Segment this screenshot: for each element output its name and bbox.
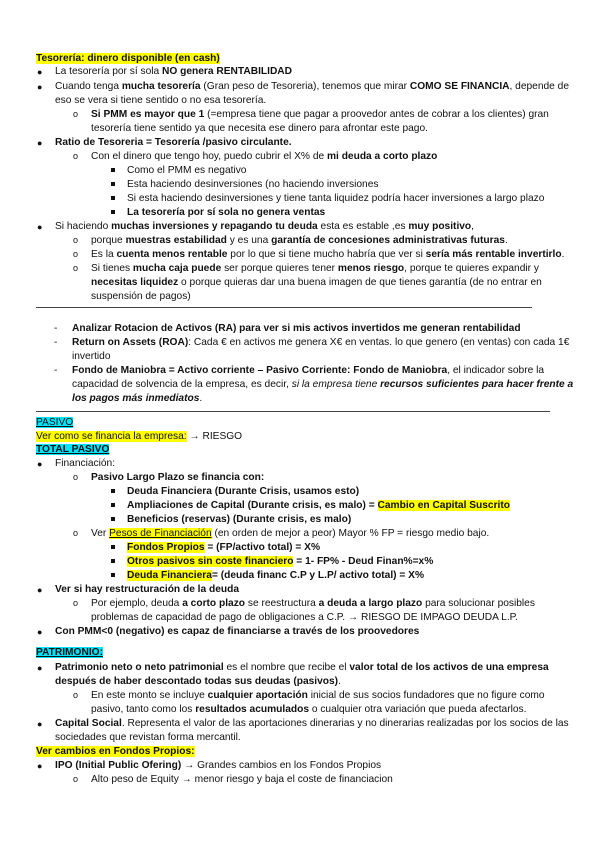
square-bullet-icon [111,196,115,200]
text-line: Esta haciendo desinversiones (no haciendo inversiones [127,179,379,190]
square-bullet-icon [111,573,115,577]
text-line: Con PMM<0 (negativo) es capaz de financiarse a través de los proovedores [55,626,420,637]
text-line: problemas de capacidad de pago de obligaciones a C.P. → RIESGO DE IMPAGO DEUDA L.P. [91,612,518,623]
section-title-tesoreria: Tesorería: dinero disponible (en cash) [36,53,220,64]
text-line: Deuda Financiera= (deuda financ C.P y L.P/ activo total) = X% [127,570,425,581]
text-line: Patrimonio neto o neto patrimonial es el nombre que recibe el valor total de los activos de una empresa [55,662,549,673]
divider [36,411,550,412]
text-line: Con el dinero que tengo hoy, puedo cubrir el X% de mi deuda a corto plazo [91,151,438,162]
text-line: porque muestras estabilidad y es una garantía de concesiones administrativas futuras. [91,235,508,246]
text-line: suspensión de pagos) [91,291,191,302]
text-line: los pagos más inmediatos. [72,393,203,404]
text-line: Fondos Propios = (FP/activo total) = X% [127,542,321,553]
text-line: Ratio de Tesoreria = Tesorería /pasivo circulante. [55,137,292,148]
text-line: Fondo de Maniobra = Activo corriente – Pasivo Corriente: Fondo de Maniobra, el indicador sobre la [72,365,545,376]
text-line: Es la cuenta menos rentable por lo que si tiene mucho habría que ver si sería más rentable invertirlo. [91,249,565,260]
square-bullet-icon [111,559,115,563]
dash-bullet-icon: - [54,337,58,348]
bullet-icon: ● [37,585,43,595]
text-line: Ver si hay restructuración de la deuda [55,584,240,595]
circle-bullet-icon: o [73,263,79,273]
text-line: Beneficios (reservas) (Durante crisis, es malo) [127,514,352,525]
text-line: La tesorería por sí sola NO genera RENTABILIDAD [55,66,293,77]
bullet-icon: ● [37,138,43,148]
text-line: Pasivo Largo Plazo se financia con: [91,472,265,483]
text-line: Si haciendo muchas inversiones y repagando tu deuda esta es estable ,es muy positivo, [55,221,475,232]
circle-bullet-icon: o [73,528,79,538]
text-line: Otros pasivos sin coste financiero = 1- FP% - Deud Finan%=x% [127,556,434,567]
text-line: capacidad de solvencia de la empresa, es decir, si la empresa tiene recursos suficientes para hacer frente a [72,379,574,390]
section-title-patrimonio: PATRIMONIO: [36,647,103,658]
square-bullet-icon [111,517,115,521]
bullet-icon: ● [37,82,43,92]
text-line: Capital Social. Representa el valor de las aportaciones dinerarias y no dinerarias realizadas por los socios de las [55,718,569,729]
text-line: Por ejemplo, deuda a corto plazo se reestructura a deuda a largo plazo para solucionar posibles [91,598,535,609]
circle-bullet-icon: o [73,774,79,784]
circle-bullet-icon: o [73,151,79,161]
text-line: Si tienes mucha caja puede ser porque quieres tener menos riesgo, porque te quieres expandir y [91,263,539,274]
bullet-icon: ● [37,663,43,673]
circle-bullet-icon: o [73,109,79,119]
text-line: Como el PMM es negativo [127,165,247,176]
text-line: En este monto se incluye cualquier aportación inicial de sus socios fundadores que no figure como [91,690,545,701]
bullet-icon: ● [37,67,43,77]
circle-bullet-icon: o [73,249,79,259]
square-bullet-icon [111,545,115,549]
bullet-icon: ● [37,459,43,469]
section-title-total-pasivo: TOTAL PASIVO [36,444,110,455]
text-line: eso se vera si tiene sentido o no esa tesorería. [55,95,267,106]
square-bullet-icon [111,489,115,493]
text-line: Alto peso de Equity → menor riesgo y baja el coste de financiacion [91,774,393,785]
text-line: Si esta haciendo desinversiones y tiene tanta liquidez podría hacer inversiones a largo plazo [127,193,545,204]
text-line: necesitas liquidez o porque quieras dar una buena imagen de que tienes garantía (de no entrar en [91,277,542,288]
text-line: IPO (Initial Public Ofering) → Grandes cambios en los Fondos Propios [55,760,382,771]
bullet-icon: ● [37,627,43,637]
text-line: Si PMM es mayor que 1 (=empresa tiene que pagar a proovedor antes de cobrar a los clientes) gran [91,109,549,120]
dash-bullet-icon: - [54,365,58,376]
text-line: Financiación: [55,458,116,469]
circle-bullet-icon: o [73,235,79,245]
text-line: tesorería tiene sentido ya que necesita ese dinero para afrontar este pago. [91,123,428,134]
text-line: Analizar Rotacion de Activos (RA) para ver si mis activos invertidos me generan rentabilidad [72,323,521,334]
text-line: Ver como se financia la empresa: → RIESGO [36,431,243,442]
text-line: Cuando tenga mucha tesorería (Gran peso de Tesoreria), tenemos que mirar COMO SE FINANCIA, depende de [55,81,569,92]
text-line: Ampliaciones de Capital (Durante crisis, es malo) = Cambio en Capital Suscrito [127,500,510,511]
text-line: Deuda Financiera (Durante Crisis, usamos esto) [127,486,360,497]
text-line: pasivo, tanto como los resultados acumulados o cualquier otra variación que pueda afectarlos. [91,704,527,715]
square-bullet-icon [111,182,115,186]
section-title-pasivo: PASIVO [36,417,74,428]
text-line: invertido [72,351,111,362]
circle-bullet-icon: o [73,472,79,482]
text-line: Ver Pesos de Financiación (en orden de mejor a peor) Mayor % FP = riesgo medio bajo. [91,528,490,539]
divider [36,307,532,308]
square-bullet-icon [111,168,115,172]
dash-bullet-icon: - [54,323,58,334]
square-bullet-icon [111,503,115,507]
section-title-cambios: Ver cambios en Fondos Propios: [36,746,195,757]
square-bullet-icon [111,210,115,214]
text-line: después de haber descontado todas sus deudas (pasivos). [55,676,341,687]
text-line: La tesorería por sí sola no genera ventas [127,207,326,218]
bullet-icon: ● [37,222,43,232]
bullet-icon: ● [37,719,43,729]
bullet-icon: ● [37,761,43,771]
circle-bullet-icon: o [73,598,79,608]
text-line: Return on Assets (ROA): Cada € en activos me genera X€ en ventas. lo que genero (en ventas) con cada 1€ [72,337,570,348]
text-line: sociedades que revistan forma mercantil. [55,732,241,743]
circle-bullet-icon: o [73,690,79,700]
